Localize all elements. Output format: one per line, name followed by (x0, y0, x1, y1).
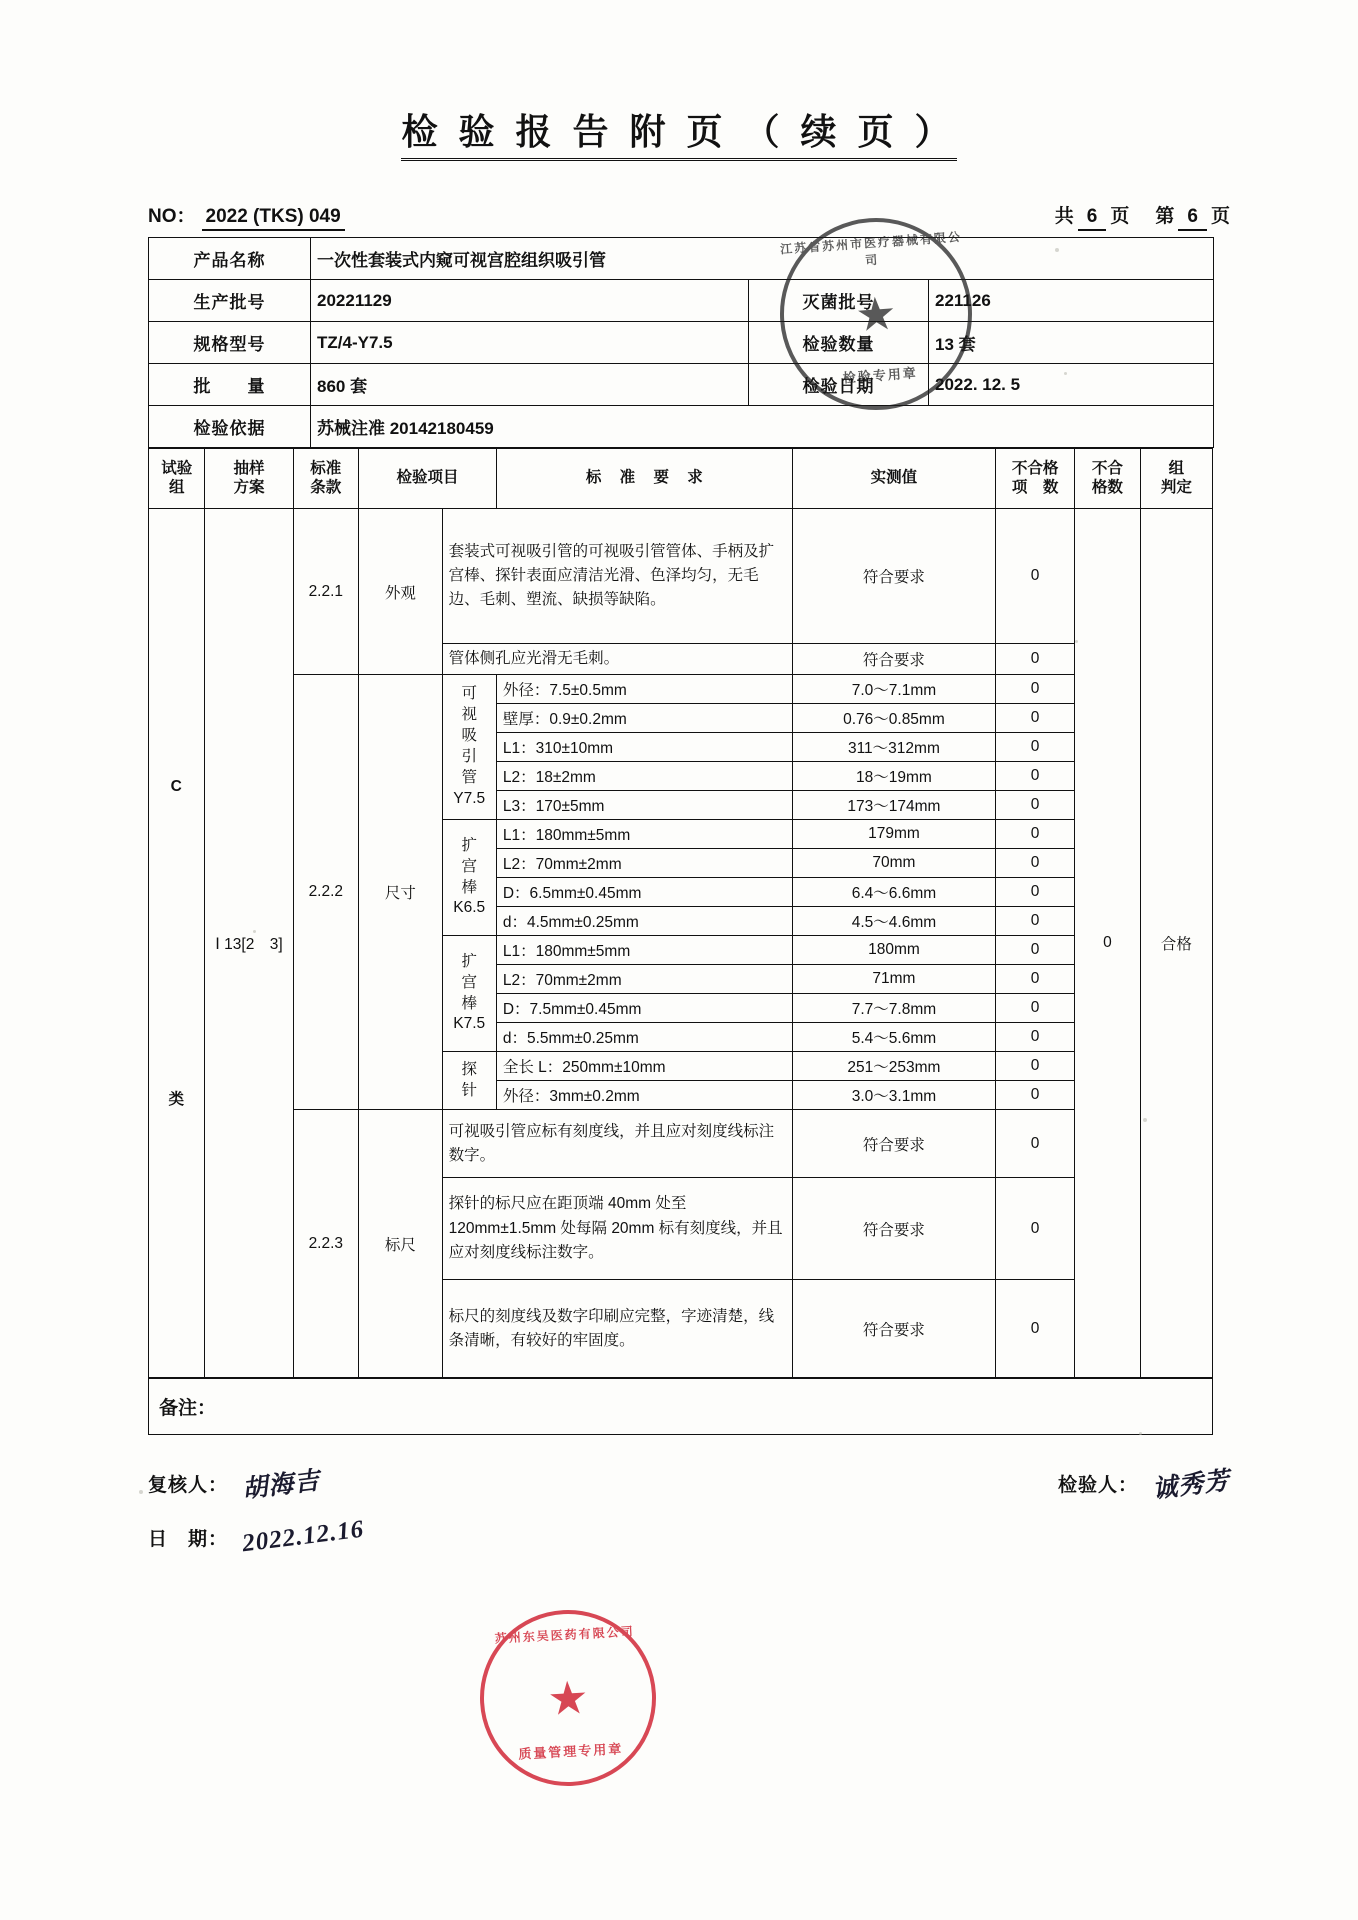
col-header-judgement: 组 判定 (1140, 449, 1212, 509)
product-name-label: 产品名称 (149, 238, 311, 280)
stamp-inner (480, 1610, 657, 1787)
spec-cell: 壁厚：0.9±0.2mm (496, 704, 792, 733)
spec-model-label: 规格型号 (149, 322, 311, 364)
requirement-cell: 套装式可视吸引管的可视吸引管管体、手柄及扩宫棒、探针表面应清洁光滑、色泽均匀，无毛边、毛刺、塑流、缺损等缺陷。 (442, 509, 792, 644)
measured-value-cell: 符合要求 (792, 644, 995, 675)
note-table (148, 1378, 1213, 1435)
spec-cell: L2：70mm±2mm (496, 849, 792, 878)
measured-value-cell: 符合要求 (792, 1110, 995, 1178)
scan-speck (1143, 1118, 1147, 1122)
stamp-foot-text: 质量管理专用章 (517, 1741, 624, 1762)
current-page (1155, 201, 1230, 231)
measured-value-cell: 251～253mm (792, 1052, 995, 1081)
measured-value-cell: 180mm (792, 936, 995, 965)
nonconform-cell: 0 (996, 1110, 1075, 1178)
nonconform-cell: 0 (996, 509, 1075, 644)
requirement-cell: 可视吸引管应标有刻度线，并且应对刻度线标注数字。 (442, 1110, 792, 1178)
spec-cell: L2：18±2mm (496, 762, 792, 791)
table-row (149, 406, 1214, 448)
clause-cell-222: 2.2.2 (293, 675, 359, 1110)
table-row (149, 1110, 1213, 1178)
inspector-signature: 诚秀芳 (1150, 1467, 1232, 1504)
measured-value-cell: 7.7～7.8mm (792, 994, 995, 1023)
reviewer-signature: 胡海吉 (240, 1467, 322, 1504)
table-row (149, 1379, 1213, 1435)
test-group-cell: C 类 (149, 509, 205, 1378)
inspect-qty-value: 13 套 (929, 322, 1214, 364)
signature-block (148, 1465, 1230, 1575)
measured-value-cell: 4.5～4.6mm (792, 907, 995, 936)
measured-value-cell: 符合要求 (792, 509, 995, 644)
spec-cell: 外径：3mm±0.2mm (496, 1081, 792, 1110)
measured-value-cell: 5.4～5.6mm (792, 1023, 995, 1052)
nonconform-cell: 0 (996, 994, 1075, 1023)
nonconform-cell: 0 (996, 704, 1075, 733)
group-label-k75: 扩 宫 棒 K7.5 (442, 936, 496, 1052)
nonconform-total-cell: 0 (1075, 509, 1141, 1378)
measured-value-cell: 70mm (792, 849, 995, 878)
table-row (149, 280, 1214, 322)
group-label-y75: 可 视 吸 引 管 Y7.5 (442, 675, 496, 820)
col-header-sampling-plan: 抽样 方案 (205, 449, 293, 509)
spec-cell: D：6.5mm±0.45mm (496, 878, 792, 907)
measured-value-cell: 173～174mm (792, 791, 995, 820)
sterilization-batch-value: 221126 (929, 280, 1214, 322)
current-page-value: 6 (1178, 206, 1207, 231)
item-cell-dimension: 尺寸 (359, 675, 443, 1110)
star-icon: ★ (546, 1670, 590, 1726)
col-header-inspect-item: 检验项目 (359, 449, 497, 509)
inspector-label: 检验人： (1057, 1474, 1138, 1496)
group-label-probe: 探 针 (442, 1052, 496, 1110)
scan-speck (1139, 1432, 1142, 1435)
basis-label: 检验依据 (149, 406, 311, 448)
spec-cell: d：5.5mm±0.25mm (496, 1023, 792, 1052)
reviewer-label: 复核人： (148, 1474, 229, 1496)
document-number-value: 2022 (TKS) 049 (202, 206, 345, 231)
nonconform-cell: 0 (996, 675, 1075, 704)
table-row (149, 322, 1214, 364)
sampling-plan-cell: Ⅰ 13[2 3] (205, 509, 293, 1378)
stamp-ring-text: 苏州东吴医药有限公司 (494, 1624, 635, 1646)
spec-cell: L1：180mm±5mm (496, 820, 792, 849)
col-header-standard-requirement: 标 准 要 求 (496, 449, 792, 509)
note-label: 备注： (149, 1379, 1213, 1435)
scan-speck (1075, 640, 1078, 643)
nonconform-cell: 0 (996, 849, 1075, 878)
product-info-table (148, 237, 1214, 448)
document-number (148, 201, 345, 231)
stamp-ring-text: 江苏省苏州市医疗器械有限公司 (779, 229, 963, 268)
current-page-prefix: 第 (1155, 206, 1175, 227)
batch-qty-label: 批 量 (149, 364, 311, 406)
scan-speck (253, 930, 256, 933)
nonconform-cell: 0 (996, 820, 1075, 849)
total-pages-value: 6 (1078, 206, 1107, 231)
measured-value-cell: 18～19mm (792, 762, 995, 791)
col-header-test-group: 试验 组 (149, 449, 205, 509)
page-title (0, 0, 1358, 155)
page-title-text: 检 验 报 告 附 页 （ 续 页 ） (401, 112, 956, 161)
nonconform-cell: 0 (996, 907, 1075, 936)
judgement-cell: 合格 (1140, 509, 1212, 1378)
date-label: 日 期： (148, 1528, 229, 1550)
spec-cell: D：7.5mm±0.45mm (496, 994, 792, 1023)
nonconform-cell: 0 (996, 644, 1075, 675)
document-number-label: NO： (148, 206, 196, 227)
measured-value-cell: 311～312mm (792, 733, 995, 762)
item-cell-scale: 标尺 (359, 1110, 443, 1378)
total-pages (1055, 201, 1130, 231)
nonconform-cell: 0 (996, 791, 1075, 820)
requirement-cell: 标尺的刻度线及数字印刷应完整，字迹清楚，线条清晰，有较好的牢固度。 (442, 1280, 792, 1378)
production-batch-value: 20221129 (311, 280, 749, 322)
table-row (149, 509, 1213, 644)
sterilization-batch-label: 灭菌批号 (749, 280, 929, 322)
clause-cell-223: 2.2.3 (293, 1110, 359, 1378)
nonconform-cell: 0 (996, 936, 1075, 965)
requirement-cell: 探针的标尺应在距顶端 40mm 处至120mm±1.5mm 处每隔 20mm 标有刻度线，并且应对刻度线标注数字。 (442, 1178, 792, 1280)
nonconform-cell: 0 (996, 965, 1075, 994)
quality-seal-stamp (476, 1606, 661, 1791)
col-header-standard-clause: 标准 条款 (293, 449, 359, 509)
scan-speck (1064, 372, 1067, 375)
table-header-row (149, 449, 1213, 509)
col-header-measured-value: 实测值 (792, 449, 995, 509)
inspection-results-table (148, 448, 1213, 1378)
current-page-suffix: 页 (1210, 206, 1230, 227)
total-pages-suffix: 页 (1110, 206, 1130, 227)
total-pages-prefix: 共 (1054, 206, 1074, 227)
requirement-cell: 管体侧孔应光滑无毛刺。 (442, 644, 792, 675)
nonconform-cell: 0 (996, 733, 1075, 762)
inspect-date-value: 2022. 12. 5 (929, 364, 1214, 406)
inspect-date-label: 检验日期 (749, 364, 929, 406)
table-row (149, 238, 1214, 280)
page-indicator (1055, 201, 1230, 231)
spec-cell: 全长 L：250mm±10mm (496, 1052, 792, 1081)
nonconform-cell: 0 (996, 762, 1075, 791)
measured-value-cell: 7.0～7.1mm (792, 675, 995, 704)
spec-cell: L2：70mm±2mm (496, 965, 792, 994)
star-icon: ★ (853, 286, 899, 342)
stamp-foot-text: 检验专用章 (842, 365, 919, 386)
col-header-nonconform-items: 不合格 项 数 (996, 449, 1075, 509)
col-header-nonconform-count: 不合 格数 (1075, 449, 1141, 509)
spec-cell: L1：310±10mm (496, 733, 792, 762)
date-row (148, 1515, 1230, 1558)
nonconform-cell: 0 (996, 1280, 1075, 1378)
nonconform-cell: 0 (996, 1052, 1075, 1081)
clause-cell-221: 2.2.1 (293, 509, 359, 675)
group-label-k65: 扩 宫 棒 K6.5 (442, 820, 496, 936)
nonconform-cell: 0 (996, 1081, 1075, 1110)
nonconform-cell: 0 (996, 878, 1075, 907)
measured-value-cell: 0.76～0.85mm (792, 704, 995, 733)
scan-speck (139, 1490, 143, 1494)
batch-qty-value: 860 套 (311, 364, 749, 406)
spec-cell: L1：180mm±5mm (496, 936, 792, 965)
spec-cell: L3：170±5mm (496, 791, 792, 820)
measured-value-cell: 符合要求 (792, 1178, 995, 1280)
spec-cell: d：4.5mm±0.25mm (496, 907, 792, 936)
item-cell-appearance: 外观 (359, 509, 443, 675)
product-name-value: 一次性套装式内窥可视宫腔组织吸引管 (311, 238, 1214, 280)
table-row (149, 675, 1213, 704)
measured-value-cell: 3.0～3.1mm (792, 1081, 995, 1110)
basis-value: 苏械注准 20142180459 (311, 406, 1214, 448)
measured-value-cell: 179mm (792, 820, 995, 849)
measured-value-cell: 6.4～6.6mm (792, 878, 995, 907)
inspector-row (1057, 1465, 1232, 1504)
document-number-row (148, 201, 1230, 231)
date-handwritten: 2022.12.16 (240, 1515, 366, 1558)
measured-value-cell: 符合要求 (792, 1280, 995, 1378)
spec-model-value: TZ/4-Y7.5 (311, 322, 749, 364)
scan-speck (1055, 248, 1059, 252)
table-row (149, 364, 1214, 406)
production-batch-label: 生产批号 (149, 280, 311, 322)
nonconform-cell: 0 (996, 1023, 1075, 1052)
spec-cell: 外径：7.5±0.5mm (496, 675, 792, 704)
nonconform-cell: 0 (996, 1178, 1075, 1280)
measured-value-cell: 71mm (792, 965, 995, 994)
inspect-qty-label: 检验数量 (749, 322, 929, 364)
